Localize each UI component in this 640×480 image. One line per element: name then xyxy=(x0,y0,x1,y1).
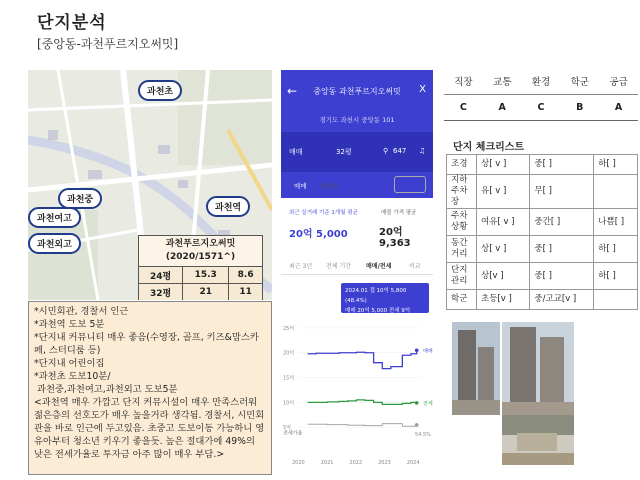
ask-label: 매물 가격 평균 xyxy=(381,210,417,216)
note-line: <과천역 매우 가깝고 단지 커뮤시설이 매우 만족스러워 젊은층의 선호도가 매우 높을거라 생각됨. 경찰서, 시민회관을 바로 인근에 두고있음. 초중고 도보이동 가능하니 영유아부터 청소년 키우기 좋을듯. 높은 절대가에 49%의 낮은 전세가율로 투자금 아주 많이 매우 부담.> xyxy=(34,397,265,460)
price-chart xyxy=(281,310,433,470)
location-map xyxy=(28,70,272,300)
ratio-label: 전세가율 xyxy=(283,430,303,437)
close-icon[interactable]: X xyxy=(419,84,426,95)
table-row: 24평 15.3 8.6 xyxy=(139,267,263,284)
size-select[interactable]: 32평 xyxy=(336,148,352,156)
ratio-line xyxy=(308,424,417,426)
tab-sale-lease[interactable]: 매매/전세 xyxy=(366,263,392,270)
playground-photo xyxy=(502,415,574,465)
tab-lease[interactable]: 전월세 xyxy=(319,182,338,190)
grade-value: C xyxy=(522,94,561,120)
bell-icon[interactable]: ♫ xyxy=(419,147,426,155)
deal-type-select[interactable]: 매매 xyxy=(289,148,303,156)
x-tick-label: 2023 xyxy=(378,460,391,466)
notes-box xyxy=(28,301,272,475)
recent-price: 20억 5,000 xyxy=(289,229,348,240)
grade-value: A xyxy=(483,94,522,120)
grade-header: 환경 xyxy=(522,68,561,94)
grade-header: 직장 xyxy=(444,68,483,94)
map-label-gwacheon-girls-high: 과천여고 xyxy=(28,207,81,228)
listing-count: 647 xyxy=(393,147,407,155)
note-line: *단지내 커뮤니티 매우 좋음(수영장, 골프, 키즈&맘스카페, 스터디룸 등) xyxy=(34,332,259,356)
checklist-table xyxy=(446,154,638,310)
series-end-point xyxy=(415,401,419,405)
period-tabs xyxy=(281,255,433,275)
page-title: 단지분석 xyxy=(37,13,107,33)
tab-sale[interactable]: 매매 xyxy=(289,178,312,193)
table-row: 지하주차장 유[ v ] 무[ ] xyxy=(447,175,638,209)
building-photo-2 xyxy=(502,322,574,415)
size-dropdown[interactable]: 32평 ▾ xyxy=(394,176,426,193)
table-row: 동간거리 상[ v ] 중[ ] 하[ ] xyxy=(447,236,638,263)
y-tick-label: 10억 xyxy=(283,400,295,407)
note-line: *과천초 도보10분/ xyxy=(34,371,111,382)
grade-header: 학군 xyxy=(560,68,599,94)
grade-table xyxy=(444,68,638,121)
building-photo-1 xyxy=(452,322,500,415)
table-row: 주차상황 여유[ v ] 중간[ ] 나쁨[ ] xyxy=(447,209,638,236)
x-tick-label: 2024 xyxy=(406,460,420,466)
table-row: 조경 상[ v ] 중[ ] 하[ ] xyxy=(447,155,638,175)
x-tick-label: 2020 xyxy=(292,460,305,466)
map-label-gwacheon-middle: 과천중 xyxy=(58,188,102,209)
y-tick-label: 25억 xyxy=(283,325,295,332)
y-tick-label: 15억 xyxy=(283,375,295,382)
grade-header: 공급 xyxy=(599,68,638,94)
map-label-gwacheon-station: 과천역 xyxy=(206,196,250,217)
tab-recent-3y[interactable]: 최근 3년 xyxy=(289,263,313,270)
grade-header: 교통 xyxy=(483,68,522,94)
y-tick-label: 5억 xyxy=(283,425,292,432)
note-line: *단지내 어린이집 xyxy=(34,358,105,369)
table-row: 32평 21 11 xyxy=(139,284,263,301)
note-line: *과천역 도보 5분 xyxy=(34,319,105,330)
ask-price: 20억 9,363 xyxy=(379,227,411,249)
y-tick-label: 20억 xyxy=(283,350,295,357)
complex-address: 경기도 과천시 중앙동 101 xyxy=(319,116,395,124)
note-line: 과천중,과천여고,과천외고 도보5분 xyxy=(34,384,178,395)
map-label-gwacheon-foreign-high: 과천외고 xyxy=(28,233,81,254)
grade-value: C xyxy=(444,94,483,120)
page-subtitle: [중앙동-과천푸르지오써밋] xyxy=(37,37,179,51)
recent-label: 최근 실거래 기준 1개월 평균 xyxy=(289,210,358,216)
chart-tooltip: 2024.01 갭 10억 5,800 (48.4%) 매매 20억 5,000 전세 9억 9,200 xyxy=(341,283,429,313)
price-table-header: 과천푸르지오써밋 (2020/1571^) xyxy=(139,236,263,267)
checklist-title: 단지 체크리스트 xyxy=(453,142,525,153)
complex-name: 중앙동 과천푸르지오써밋 xyxy=(313,87,401,96)
app-screenshot xyxy=(281,70,433,474)
back-icon[interactable]: ← xyxy=(287,84,298,98)
series-end-point xyxy=(415,348,419,352)
sale-line xyxy=(308,350,417,368)
table-row: 단지관리 상[v ] 중[ ] 하[ ] xyxy=(447,263,638,290)
price-table xyxy=(138,235,263,300)
grade-value: B xyxy=(560,94,599,120)
x-tick-label: 2021 xyxy=(320,460,334,466)
note-line: *시민회관, 경찰서 인근 xyxy=(34,306,129,317)
x-tick-label: 2022 xyxy=(349,460,363,466)
tab-compare[interactable]: 비교 xyxy=(409,263,421,270)
series-end-point xyxy=(415,423,419,427)
tab-all-period[interactable]: 전체 기간 xyxy=(326,263,352,270)
filter-bar xyxy=(281,132,433,172)
ratio-value: 54.5% xyxy=(415,432,431,439)
map-label-gwacheon-elementary: 과천초 xyxy=(138,80,182,101)
grade-value: A xyxy=(599,94,638,120)
search-icon[interactable]: ⚲ xyxy=(383,147,389,155)
series-label-sale: 매매 xyxy=(423,348,433,355)
series-label-lease: 전세 xyxy=(423,400,433,407)
table-row: 학군 초등[v ] 중/고교[v ] xyxy=(447,290,638,310)
